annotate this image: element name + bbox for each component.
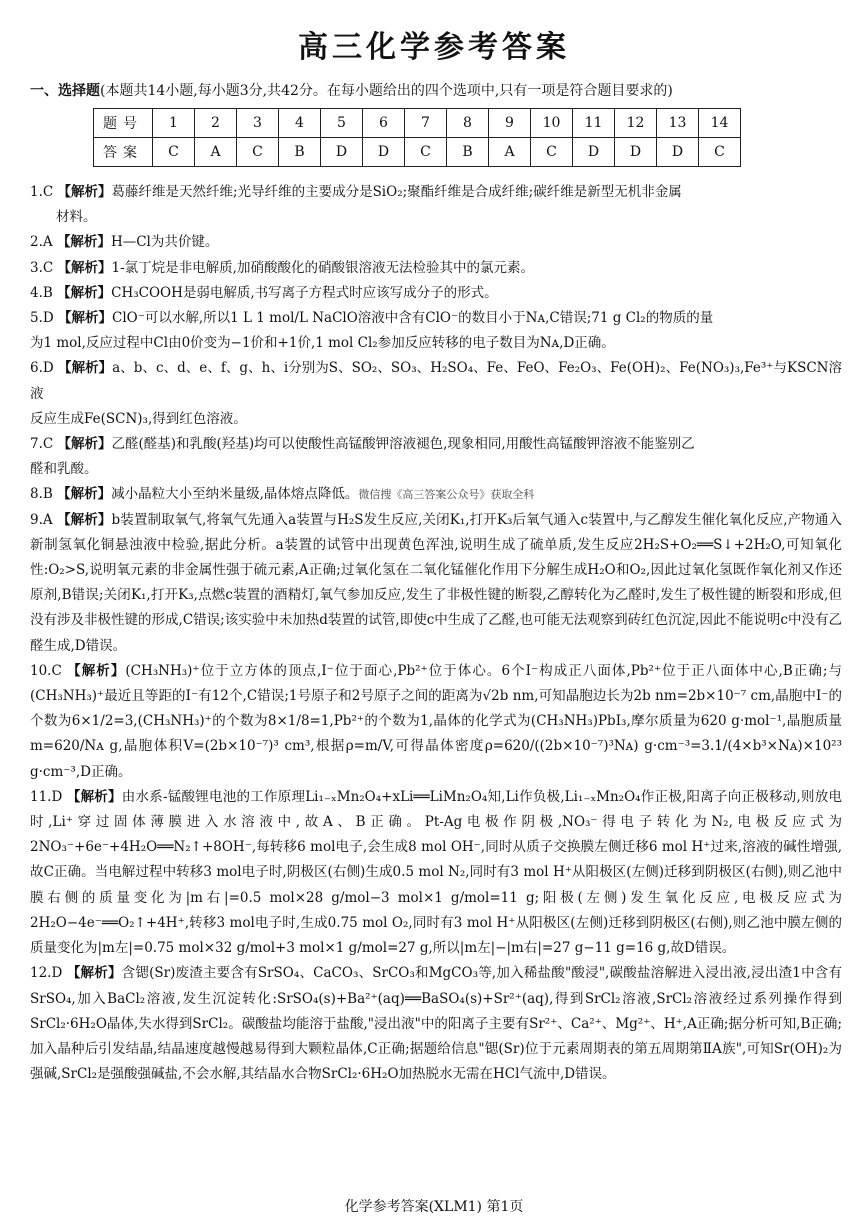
item-tag: 【解析】 [57, 284, 112, 301]
item-continuation: 为1 mol,反应过程中Cl由0价变为−1价和+1价,1 mol Cl₂参加反应转移的电子数目为Nᴀ,D正确。 [30, 335, 615, 352]
answer-cell: A [489, 138, 531, 167]
explanation-item [30, 281, 842, 306]
question-number: 10 [531, 109, 573, 138]
item-tag: 【解析】 [66, 965, 122, 982]
answer-cell: D [321, 138, 363, 167]
explanation-item [30, 785, 842, 961]
item-tag: 【解析】 [67, 662, 126, 679]
row-label-answer: 答案 [94, 138, 153, 167]
explanation-item [30, 659, 842, 785]
item-continuation: 材料。 [56, 209, 97, 226]
explanation-item [30, 432, 842, 482]
item-text: ClO⁻可以水解,所以1 L 1 mol/L NaClO溶液中含有ClO⁻的数目小于Nᴀ,C错误;71 g Cl₂的物质的量 [112, 310, 714, 327]
explanation-item [30, 961, 842, 1087]
item-tag: 【解析】 [58, 310, 113, 327]
answer-cell: C [237, 138, 279, 167]
explanation-item [30, 230, 842, 255]
section-description: (本题共14小题,每小题3分,共42分。在每小题给出的四个选项中,只有一项是符合题目要求的) [100, 83, 673, 99]
explanation-item [30, 508, 842, 659]
explanations [30, 180, 842, 1087]
section-heading [30, 80, 673, 100]
item-text: 1-氯丁烷是非电解质,加硝酸酸化的硝酸银溶液无法检验其中的氯元素。 [111, 259, 534, 276]
question-number: 13 [657, 109, 699, 138]
item-number: 7.C [30, 436, 54, 453]
page-title: 高三化学参考答案 [298, 30, 570, 65]
question-number: 11 [573, 109, 615, 138]
answer-cell: D [363, 138, 405, 167]
answer-cell: D [573, 138, 615, 167]
item-continuation: 醛和乳酸。 [30, 461, 98, 478]
question-number: 5 [321, 109, 363, 138]
item-text: 含锶(Sr)废渣主要含有SrSO₄、CaCO₃、SrCO₃和MgCO₃等,加入稀盐酸"酸浸",碳酸盐溶解进入浸出 [121, 965, 733, 982]
item-continuation: 子向正极移动,则放电时,Li⁺穿过固体薄膜进入水溶液中,故A、B正确。Pt-Ag电极作阴极,NO₃⁻得电子转化为N₂,电极反应式为2NO₃⁻+6e⁻+4H₂O══N₂↑+8OH⁻,每转移6 mol电子,会生成8 mol OH⁻,同时从质子交换膜左侧迁移6 mol H⁺过来,溶液的碱性增强,故C正确。当电解过程中转移3 mol电子时,阴极区(右侧)生成0.5 mol N₂,同时有3 mol H⁺从阳极区(左侧)迁移到阴极区(右侧),则乙池中膜右侧的质量变化为|m右|=0.5 mol×28 g/mol−3 mol×1 g/mol=11 g;阳极(左侧)发生氧化反应,电极反应式为2H₂O−4e⁻══O₂↑+4H⁺,转移3 mol电子时,生成0.75 mol O₂,同时有3 mol H⁺从阳极区(左侧)迁移到阴极区(右侧),则乙池中膜左侧的质量变化为|m左|=0.75 mol×32 g/mol+3 mol×1 g/mol=27 g,所以|m左|−|m右|=27 g−11 g=16 g,故D错误。 [30, 788, 842, 957]
question-number: 12 [615, 109, 657, 138]
explanation-item [30, 256, 842, 281]
item-number: 5.D [30, 310, 54, 327]
answer-cell: C [405, 138, 447, 167]
item-continuation: 反应生成Fe(SCN)₃,得到红色溶液。 [30, 410, 247, 427]
question-number: 9 [489, 109, 531, 138]
item-number: 2.A [30, 234, 53, 251]
item-number: 3.C [30, 259, 54, 276]
item-continuation: 液,浸出渣1中含有SrSO₄,加入BaCl₂溶液,发生沉淀转化:SrSO₄(s)+Ba²⁺(aq)══BaSO₄(s)+Sr²⁺(aq),得到SrCl₂溶液,SrCl₂溶液经过系列操作得到SrCl₂·6H₂O晶体,失水得到SrCl₂。碳酸盐均能溶于盐酸,"浸出液"中的阳离子主要有Sr²⁺、Ca²⁺、Mg²⁺、H⁺,A正确;据分析可知,B正确;加入晶种后引发结晶,结晶速度越慢越易得到大颗粒晶体,C正确;据题给信息"锶(Sr)位于元素周期表的第五周期第ⅡA族",可知Sr(OH)₂为强碱,SrCl₂是强酸强碱盐,不会水解,其结晶水合物SrCl₂·6H₂O加热脱水无需在HCl气流中,D错误。 [30, 965, 843, 1083]
item-number: 12.D [30, 965, 63, 982]
answer-cell: B [279, 138, 321, 167]
item-text: CH₃COOH是弱电解质,书写离子方程式时应该写成分子的形式。 [111, 284, 498, 301]
item-tag: 【解析】 [58, 360, 113, 377]
answer-cell: B [447, 138, 489, 167]
item-tag: 【解析】 [56, 234, 111, 251]
explanation-item [30, 482, 842, 507]
item-number: 8.B [30, 486, 53, 503]
item-continuation: 生催化氧化反应,产物通入新制氢氧化铜悬浊液中检验,据此分析。a装置的试管中出现黄色浑浊,说明生成了硫单质,发生反应2H₂S+O₂══S↓+2H₂O,可知氧化性:O₂>S,说明氧元素的非金属性强于硫元素,A正确;过氧化氢在二氧化锰催化作用下分解生成H₂O和O₂,因此过氧化氢既作氧化剂又作还原剂,B错误;关闭K₁,打开K₃,点燃c装置的酒精灯,氧气参加反应,发生了非极性键的断裂,乙醇转化为乙醛时,发生了极性键的断裂和形成,但没有涉及非极性键的形成,C错误;该实验中未加热d装置的试管,即使c中生成了乙醛,也可能无法观察到砖红色沉淀,因此不能说明c中没有乙醛生成,D错误。 [30, 511, 843, 654]
item-text: 由水系-锰酸锂电池的工作原理Li₁₋ₓMn₂O₄+xLi══LiMn₂O₄知,Li作负极,Li₁₋ₓMn₂O₄作正极,阳离 [121, 788, 715, 805]
question-number: 1 [153, 109, 195, 138]
page-footer: 化学参考答案(XLM1) 第1页 [344, 1199, 524, 1215]
answer-cell: C [531, 138, 573, 167]
question-number: 3 [237, 109, 279, 138]
item-text: H—Cl为共价键。 [110, 234, 219, 251]
answer-table [93, 108, 741, 167]
item-number: 1.C [30, 184, 54, 200]
section-title: 一、选择题 [30, 83, 100, 99]
row-label-number: 题号 [94, 109, 153, 138]
explanation-item [30, 356, 842, 432]
question-number: 4 [279, 109, 321, 138]
explanation-item [30, 306, 842, 356]
answer-cell: C [699, 138, 741, 167]
item-continuation: 中心,B正确;与(CH₃NH₃)⁺最近且等距的I⁻有12个,C错误;1号原子和2号原子之间的距离为√2b nm,可知晶胞边长为2b nm=2b×10⁻⁷ cm,晶胞中I⁻的个数为6×1/2=3,(CH₃NH₃)⁺的个数为8×1/8=1,Pb²⁺的个数为1,晶体的化学式为(CH₃NH₃)PbI₃,摩尔质量为620 g·mol⁻¹,晶胞质量m=620/Nᴀ g,晶胞体积V=(2b×10⁻⁷)³ cm³,根据ρ=m/V,可得晶体密度ρ=620/((2b×10⁻⁷)³Nᴀ) g·cm⁻³=3.1/(4×b³×Nᴀ)×10²³ g·cm⁻³,D正确。 [30, 662, 843, 780]
item-number: 10.C [30, 662, 62, 679]
answer-cell: C [153, 138, 195, 167]
answer-cell: D [657, 138, 699, 167]
item-text: (CH₃NH₃)⁺位于立方体的顶点,I⁻位于面心,Pb²⁺位于体心。6个I⁻构成正八面体,Pb²⁺位于正八面体 [125, 662, 750, 679]
explanation-item [30, 180, 842, 230]
answer-row [94, 138, 741, 167]
answer-cell: D [615, 138, 657, 167]
item-tag: 【解析】 [57, 486, 112, 503]
item-tag: 【解析】 [57, 184, 112, 200]
item-number: 9.A [30, 511, 53, 528]
item-number: 11.D [30, 788, 63, 805]
question-number: 14 [699, 109, 741, 138]
question-number: 7 [405, 109, 447, 138]
question-number: 2 [195, 109, 237, 138]
answer-cell: A [195, 138, 237, 167]
item-text: 葛藤纤维是天然纤维;光导纤维的主要成分是SiO₂;聚酯纤维是合成纤维;碳纤维是新型无机非金属 [111, 184, 682, 200]
item-text: b装置制取氧气,将氧气先通入a装置与H₂S发生反应,关闭K₁,打开K₃后氧气通入c装置中,与乙醇发 [111, 511, 688, 528]
item-text: 乙醛(醛基)和乳酸(羟基)均可以使酸性高锰酸钾溶液褪色,现象相同,用酸性高锰酸钾溶液不能鉴别乙 [111, 436, 695, 453]
item-text: a、b、c、d、e、f、g、h、i分别为S、SO₂、SO₃、H₂SO₄、Fe、FeO、Fe₂O₃、Fe(OH)₂、Fe(NO₃)₃,Fe³⁺与KSCN溶液 [30, 360, 842, 402]
watermark-note: 微信搜《高三答案公众号》获取全科 [358, 488, 535, 502]
item-tag: 【解析】 [66, 788, 122, 805]
item-text: 减小晶粒大小至纳米量级,晶体熔点降低。 [111, 486, 359, 503]
item-tag: 【解析】 [57, 259, 112, 276]
item-tag: 【解析】 [57, 436, 112, 453]
item-number: 6.D [30, 360, 54, 377]
question-number-row [94, 109, 741, 138]
question-number: 6 [363, 109, 405, 138]
question-number: 8 [447, 109, 489, 138]
item-number: 4.B [30, 284, 53, 301]
item-tag: 【解析】 [57, 511, 112, 528]
